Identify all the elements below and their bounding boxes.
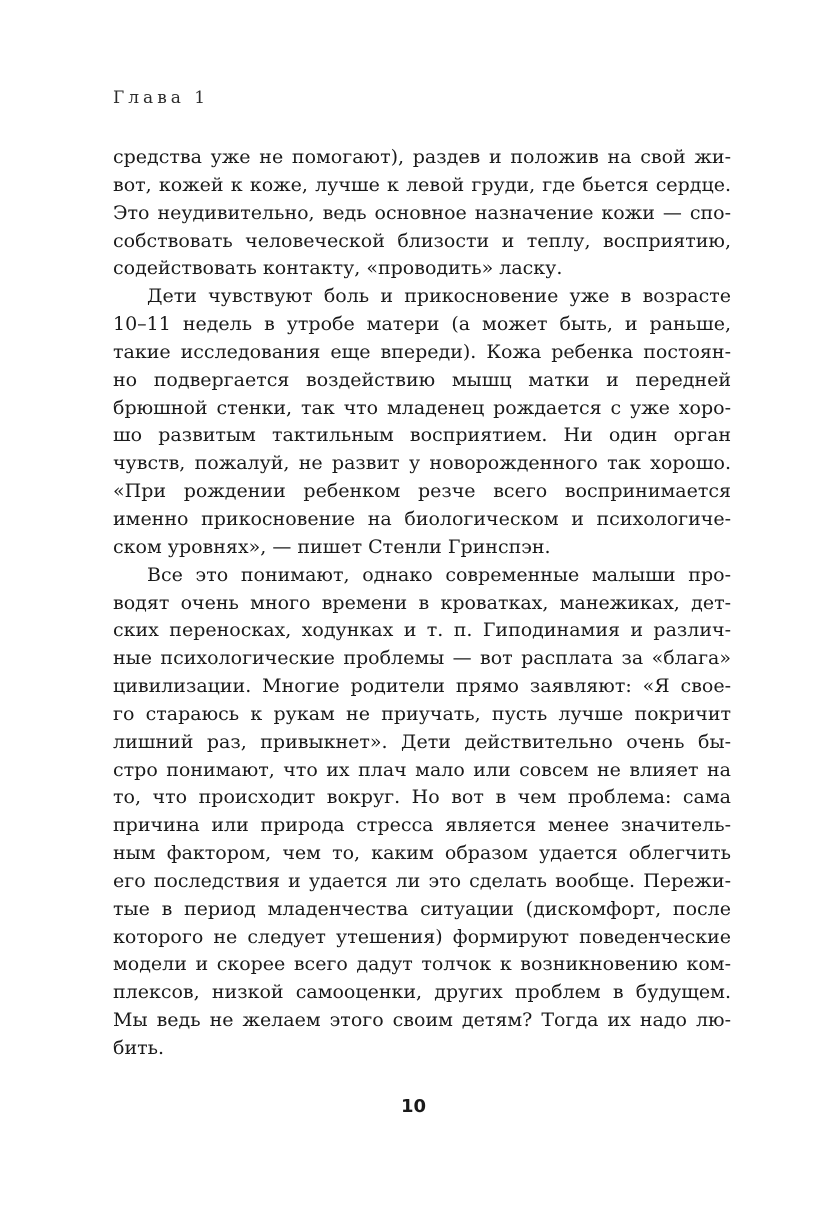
text-line: ском уровнях», — пишет Стенли Гринспэн. xyxy=(113,535,551,558)
running-head: Глава 1 xyxy=(113,88,210,108)
text-line: стро понимают, что их плач мало или совсем не влияет на xyxy=(113,758,731,781)
text-line: бить. xyxy=(113,1037,164,1059)
text-line: то, что происходит вокруг. Но вот в чем проблема: сама xyxy=(113,786,731,809)
text-line: именно прикосновение на биологическом и психологиче- xyxy=(113,507,731,530)
text-line: вот, кожей к коже, лучше к левой груди, где бьется сердце. xyxy=(113,173,731,196)
text-line: «При рождении ребенком резче всего воспринимается xyxy=(113,480,731,503)
text-line: Это неудивительно, ведь основное назначение кожи — спо- xyxy=(113,201,731,224)
text-line: ные психологические проблемы — вот расплата за «блага» xyxy=(113,647,731,670)
text-line: го стараюсь к рукам не приучать, пусть лучше покричит xyxy=(113,702,731,725)
text-line: ным фактором, чем то, каким образом удается облегчить xyxy=(113,842,731,865)
text-line: 10–11 недель в утробе матери (а может быть, и раньше, xyxy=(113,313,731,336)
text-line: водят очень много времени в кроватках, манежиках, дет- xyxy=(113,591,731,614)
text-line: шо развитым тактильным восприятием. Ни один орган xyxy=(113,424,731,447)
text-line: Дети чувствуют боль и прикосновение уже в возрасте xyxy=(147,285,731,308)
text-line: но подвергается воздействию мышц матки и передней xyxy=(113,368,731,391)
paragraph xyxy=(113,144,731,283)
text-line: Мы ведь не желаем этого своим детям? Тогда их надо лю- xyxy=(113,1009,731,1032)
paragraph xyxy=(113,562,731,1063)
paragraph xyxy=(113,283,731,561)
text-line: лишний раз, привыкнет». Дети действительно очень бы- xyxy=(113,730,731,753)
text-line: плексов, низкой самооценки, других проблем в будущем. xyxy=(113,981,731,1004)
text-line: брюшной стенки, так что младенец рождается с уже хоро- xyxy=(113,396,731,419)
text-line: цивилизации. Многие родители прямо заявляют: «Я свое- xyxy=(113,675,731,698)
text-line: Все это понимают, однако современные малыши про- xyxy=(147,563,731,586)
body-text xyxy=(113,144,731,1063)
text-line: собствовать человеческой близости и теплу, восприятию, xyxy=(113,229,731,252)
text-line: его последствия и удается ли это сделать вообще. Пережи- xyxy=(113,869,731,892)
page-number: 10 xyxy=(400,1096,427,1117)
text-line: такие исследования еще впереди). Кожа ребенка постоян- xyxy=(113,340,731,363)
text-line: тые в период младенчества ситуации (дискомфорт, после xyxy=(113,897,731,920)
text-line: которого не следует утешения) формируют поведенческие xyxy=(113,925,731,948)
text-line: ских переносках, ходунках и т. п. Гиподинамия и различ- xyxy=(113,619,731,642)
text-line: причина или природа стресса является менее значитель- xyxy=(113,814,731,837)
text-line: средства уже не помогают), раздев и положив на свой жи- xyxy=(113,146,731,168)
text-line: модели и скорее всего дадут толчок к возникновению ком- xyxy=(113,953,731,976)
text-line: чувств, пожалуй, не развит у новорожденного так хорошо. xyxy=(113,452,731,475)
text-line: содействовать контакту, «проводить» ласку. xyxy=(113,257,563,280)
